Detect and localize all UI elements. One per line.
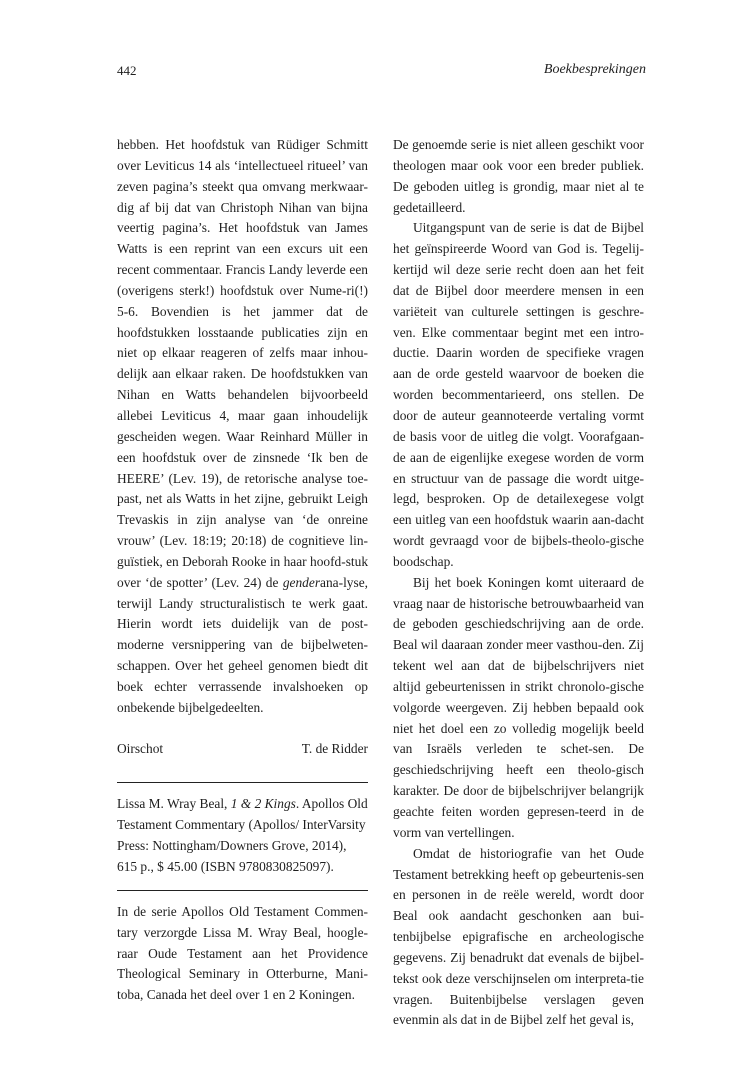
paragraph-historicity: Bij het boek Koningen komt uiteraard de vraag naar de historische betrouwbaarheid van de geboden geschiedschrijving aan de orde. Beal wil daaraan zonder meer vasthou-den. Zij tekent wel aan dat de bijbelschrijvers niet altijd gebeurtenissen in strikt chronolo-gische volgorde weergeven. Zij hebben bepaald ook niet het doel een zo volledig mogelijk beeld van Israëls verleden te schet-sen. De geschiedschrijving heeft een theolo-gisch karakter. De door de bijbelschrijver belangrijk geachte feiten worden gepresen-teerd in de vorm van vertellingen. [393, 574, 644, 840]
review-conclusion-paragraph [117, 135, 368, 719]
divider-bottom [117, 890, 368, 891]
paragraph-historiography: Omdat de historiografie van het Oude Testament betrekking heeft op gebeurtenis-sen en personen in de reële wereld, wordt door Beal ook aandacht geschonken aan bui-tenbijbelse epigrafische en archeologische gegevens. Zij benadrukt dat evenals de bijbel-tekst ook deze verschijnselen om interpreta-tie vragen. Buitenbijbelse verslagen geven evenmin als dat in de Bijbel zelf het geval is, [393, 845, 644, 1028]
paragraph-series-premise: Uitgangspunt van de serie is dat de Bijbel het geïnspireerde Woord van God is. Tegelij-kertijd wil deze serie recht doen aan het feit dat de Bijbel door meerdere mensen in een variëteit van culturele settingen is geschre-ven. Elke commentaar begint met een intro-ductie. Daarin worden de specifieke vragen aan de orde gesteld waarvoor de boeken die worden becommentarieerd, ons stellen. De door de auteur geannoteerde vertaling vormt de basis voor de uitleg die volgt. Voorafgaan-de aan de eigenlijke exegese worden de vorm en structuur van de passage die wordt uitge-legd, besproken. Op de detailexegese volgt een uitleg van een hoofdstuk waarin aan-dacht wordt gevraagd voor de bijbels-theolo-gische boodschap. [393, 220, 644, 569]
book-title: 1 & 2 Kings [230, 796, 296, 812]
book-author: Lissa M. Wray Beal, [117, 796, 231, 812]
review-conclusion-text-a: hebben. Het hoofdstuk van Rüdiger Schmitt over Leviticus 14 als ‘intellectueel ritueel’ van zeven pagina’s steekt qua omvang merkwaar-dig af bij dat van Christoph Nihan van bijna veertig pagina’s. Het hoofdstuk van James Watts is een reprint van een excurs uit een recent commentaar. Francis Landy leverde een (overigens sterk!) hoofdstuk over Nume-ri(!) 5-6. Bovendien is het jammer dat de hoofdstukken losstaande publicaties zijn en niet op elkaar reageren of zelfs maar inhou-delijk aan elkaar raken. De hoofdstukken van Nihan en Watts behandelen bijvoorbeeld allebei Leviticus 4, maar gaan inhoudelijk gescheiden wegen. Waar Reinhard Müller in een hoofdstuk over de zinsnede ‘Ik ben de HEERE’ (Lev. 19), de retorische analyse toe-past, net als Watts in het zijne, gebruikt Leigh Trevaskis in zijn analyse van ‘de onreine vrouw’ (Lev. 18:19; 20:18) de cognitieve lin-guïstiek, en Deborah Rooke in haar hoofd-stuk over ‘de spotter’ (Lev. 24) de [117, 137, 369, 590]
review-intro-paragraph: In de serie Apollos Old Testament Commen-tary verzorgde Lissa M. Wray Beal, hoogle-raar Oude Testament aan het Providence Theological Seminary in Otterburne, Mani-toba, Canada het deel over 1 en 2 Koningen. [117, 903, 368, 1003]
bibliographic-entry [117, 794, 368, 877]
book-details: . Apollos Old Testament Commentary (Apollos/ InterVarsity Press: Nottingham/Downers Grove, 2014), 615 p., $ 45.00 (ISBN 9780830825097). [117, 796, 368, 874]
left-column [117, 135, 368, 1006]
running-header: Boekbesprekingen [543, 62, 646, 77]
divider-top [117, 782, 368, 783]
paragraph-series-audience: De genoemde serie is niet alleen geschikt voor theologen maar ook voor een breder publiek. De geboden uitleg is grondig, maar niet al te gedetailleerd. [393, 137, 644, 215]
right-column [393, 135, 644, 1031]
review-conclusion-text-b: ana-lyse, terwijl Landy structuralistisch te werk gaat. Hierin wordt iets duidelijk van de post-moderne versnippering van de bijbelweten-schappen. Over het geheel genomen biedt dit boek echter verrassende invalshoeken op onbekende bijbelgedeelten. [117, 574, 368, 715]
signature-author: T. de Ridder [301, 740, 368, 756]
signature-place: Oirschot [117, 740, 164, 756]
review-signature [117, 739, 368, 760]
review-conclusion-emphasis: gender [282, 574, 321, 590]
page-number: 442 [117, 63, 137, 78]
